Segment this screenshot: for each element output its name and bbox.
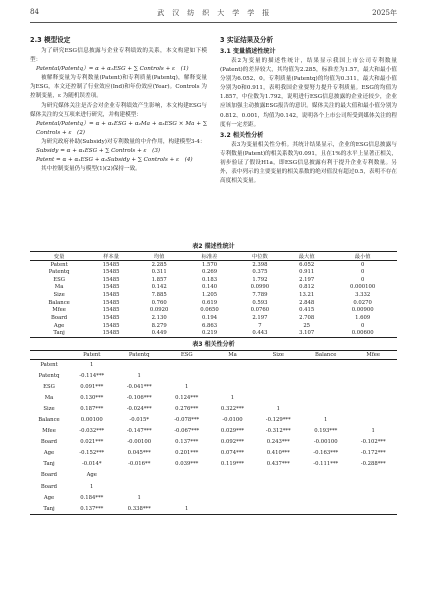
table-cell: -0.312*** <box>265 428 291 435</box>
table-cell <box>115 481 162 492</box>
table-header-row <box>30 252 397 261</box>
table-cell: 3.332 <box>355 292 371 299</box>
table-cell: Size <box>53 292 65 299</box>
table-cell: Balance <box>38 417 60 424</box>
table-cell: 0.0990 <box>250 284 270 291</box>
table-cell <box>210 503 254 514</box>
column-header: Patentq <box>115 351 162 360</box>
table-cell <box>255 370 302 381</box>
table-cell: ESG <box>53 276 65 283</box>
table-cell: -0.024*** <box>126 405 152 412</box>
table-cell: 6.863 <box>201 322 218 329</box>
table-cell <box>302 503 349 514</box>
table-cell: -0.102*** <box>360 439 386 446</box>
table-cell: 1.570 <box>201 261 218 268</box>
table-cell <box>302 481 349 492</box>
table-header-row <box>30 351 397 360</box>
table-row <box>30 426 397 437</box>
table-cell: 15485 <box>88 330 134 338</box>
column-header: ESG <box>163 351 210 360</box>
table-cell <box>349 392 397 403</box>
table-cell: -0.014* <box>81 461 102 468</box>
table-cell <box>349 503 397 514</box>
table-cell: 1 <box>324 417 328 424</box>
table-cell: 15485 <box>102 322 120 329</box>
table-cell: -0.172*** <box>360 450 386 457</box>
table-cell: 0.193*** <box>314 428 338 435</box>
descriptive-stats-table <box>30 251 397 338</box>
table-row <box>30 492 397 503</box>
table-row <box>30 403 397 414</box>
table-cell: Patent <box>40 361 58 368</box>
table-row <box>30 381 397 392</box>
table-cell: 2.285 <box>151 261 167 268</box>
table-cell: -0.111*** <box>313 461 339 468</box>
paragraph: 被解释变量为专利数量(Patent)和专利质量(Patentq)，解释变量为ESG，本文还控制了行业效应(Ind)和年份效应(Year)。Controls 为控制变量，ε 为随机误差项。 <box>30 75 207 100</box>
table-row <box>30 299 397 307</box>
table-cell: 15485 <box>102 307 120 314</box>
table-cell <box>255 359 302 370</box>
table-cell: 0.00900 <box>351 307 374 314</box>
table-row <box>30 392 397 403</box>
column-header: Ma <box>210 351 254 360</box>
table-cell: 7 <box>258 322 262 329</box>
table-cell <box>255 481 302 492</box>
subsection-heading-correlation: 3.2 相关性分析 <box>220 131 264 139</box>
table-cell: 7.885 <box>151 292 167 299</box>
table-cell <box>302 492 349 503</box>
table-cell: 0 <box>360 276 365 283</box>
table-cell: 15485 <box>102 315 120 322</box>
column-header: Balance <box>302 351 349 360</box>
table-cell: 3.107 <box>285 330 328 338</box>
correlation-table <box>30 350 397 515</box>
table-cell <box>349 403 397 414</box>
table-cell <box>349 370 397 381</box>
table-cell <box>255 492 302 503</box>
table-cell: -0.0100 <box>222 417 243 424</box>
table-cell: 1 <box>90 483 94 490</box>
table-cell: -0.106*** <box>126 394 152 401</box>
table-cell: Patentq <box>38 372 60 379</box>
table-row <box>30 470 397 481</box>
table-row <box>30 414 397 425</box>
table-cell: 1 <box>163 503 210 514</box>
table-cell: 8.279 <box>151 322 167 329</box>
table3-caption: 表3 相关性分析 <box>192 341 235 348</box>
table-cell <box>115 359 162 370</box>
table-cell: 0.0270 <box>353 299 372 306</box>
table-cell: 0.045*** <box>127 450 151 457</box>
table-cell <box>210 481 254 492</box>
table-cell: 0.021*** <box>80 439 104 446</box>
table-row <box>30 370 397 381</box>
table-cell <box>163 481 210 492</box>
paragraph: 为研究媒体关注是否会对企业专利绩效产生影响，本文构建ESG与媒体关注的交互项来进行研究，并构建模型： <box>30 102 207 118</box>
table-row <box>30 459 397 470</box>
table-cell: Mfee <box>42 428 56 435</box>
table-cell: 0.311 <box>151 269 167 276</box>
table-cell: -0.288*** <box>360 461 386 468</box>
table-cell: 0.184*** <box>80 494 104 501</box>
table-cell: 0.338*** <box>115 503 162 514</box>
table-row <box>30 330 397 338</box>
table-cell: -0.00100 <box>127 439 152 446</box>
table-cell <box>210 381 254 392</box>
table-cell <box>210 370 254 381</box>
table-cell: 0.074*** <box>220 450 245 457</box>
table-cell <box>349 470 397 481</box>
table-cell: -0.041*** <box>126 383 152 390</box>
table-cell: 0 <box>360 322 365 329</box>
section-heading-results: 3 实证结果及分析 <box>220 36 274 44</box>
table-cell: Age <box>43 494 55 501</box>
table-cell: Patent <box>50 261 68 268</box>
table-cell: -0.015* <box>129 417 150 424</box>
column-header: 最大值 <box>285 252 328 261</box>
table-cell: 0.194 <box>201 315 218 322</box>
table-cell <box>349 414 397 425</box>
table-cell: 2.197 <box>299 276 315 283</box>
column-header: 中位数 <box>235 252 285 261</box>
table2-caption: 表2 描述性统计 <box>192 243 235 250</box>
table-cell: 1 <box>371 428 375 435</box>
table-cell: 1.205 <box>201 292 218 299</box>
table-cell <box>163 359 210 370</box>
table-cell: 0.0650 <box>200 307 219 314</box>
table-cell: Board <box>40 472 58 479</box>
paragraph: 表2为变量的描述性统计，结果显示我国上市公司专利数量(Patent)的差异较大，其均值为2.285，标准差为1.57，最大和最小值分别为6.052、0。专利质量(Patentq)的均值为0.311，最大和最小值分别为0和0.911，表明我国企业要努力提升专利质量。ESG的均值为1.857，中位数为1.792，说明进行ESG信息披露的企业还较少，企业应该加强主动披露ESG报告的意识。媒体关注的最大值和最小值分别为0.812、0.001，均值为0.142，说明各个上市公司所受到媒体关注的程度有一定差距。 <box>220 58 397 128</box>
table-cell: -0.00100 <box>313 439 338 446</box>
table-row <box>30 481 397 492</box>
table-cell: 0.449 <box>134 330 184 338</box>
table-cell: Balance <box>48 299 70 306</box>
table-cell: 0.437*** <box>266 461 290 468</box>
table-row <box>30 307 397 315</box>
table-cell: -0.032*** <box>79 428 105 435</box>
table-cell: 0.219 <box>184 330 234 338</box>
table-cell <box>302 392 349 403</box>
table-row <box>30 322 397 330</box>
table-cell: 15485 <box>102 276 120 283</box>
journal-name: 武 汉 纺 织 大 学 学 报 <box>157 9 270 17</box>
column-header: 变量 <box>30 252 88 261</box>
table-cell: Age <box>53 322 65 329</box>
table-cell: -0.114*** <box>79 372 105 379</box>
table-cell <box>349 481 397 492</box>
table-cell: -0.152*** <box>79 450 105 457</box>
table-cell: Size <box>43 405 55 412</box>
column-header: 均值 <box>134 252 184 261</box>
table-cell: 0.130*** <box>80 394 104 401</box>
table-cell: Patentq <box>48 269 70 276</box>
table-cell <box>302 370 349 381</box>
table-cell: 15485 <box>102 261 120 268</box>
table-row <box>30 276 397 284</box>
table-cell: 0.812 <box>299 284 315 291</box>
table-cell: Board <box>40 483 58 490</box>
table-cell: 15485 <box>102 284 120 291</box>
table-cell: 0.000100 <box>350 284 376 291</box>
table-row <box>30 284 397 292</box>
table-cell: 0.593 <box>252 299 268 306</box>
table-cell: 0.183 <box>201 276 218 283</box>
table-cell: -0.078*** <box>174 417 200 424</box>
table-cell <box>255 392 302 403</box>
table-row <box>30 268 397 276</box>
table-cell: 1.857 <box>151 276 167 283</box>
paragraph: 表3为变量相关性分析。其统计结果显示，企业的ESG信息披露与专利数量(Patent)的相关系数为0.091，且在1%的水平上显著正相关，初步验证了假设H1a，即ESG信息披露有利于提升企业专利数量。另外，表中列示的主要变量的相关系数的绝对值没有超过0.5，表明不存在高度相关变量。 <box>220 141 397 185</box>
table-cell <box>210 492 254 503</box>
column-header: 最小值 <box>328 252 397 261</box>
table-cell: 0 <box>360 269 365 276</box>
table-cell: 0.322*** <box>220 405 245 412</box>
column-header: Mfee <box>349 351 397 360</box>
paragraph: 为了研究ESG信息披露与企业专利绩效的关系，本文构建如下模型： <box>30 48 207 64</box>
table-row <box>30 503 397 514</box>
table-cell: 6.052 <box>299 261 315 268</box>
table-cell: 0.276*** <box>175 405 199 412</box>
table-cell: 0.0920 <box>149 307 169 314</box>
table-row <box>30 261 397 269</box>
table-cell: 0.124*** <box>175 394 199 401</box>
table-cell <box>255 381 302 392</box>
table-cell: 2.398 <box>252 261 268 268</box>
section-heading-model: 2.3 模型设定 <box>30 36 71 44</box>
table-cell: 0.187*** <box>80 405 104 412</box>
table-cell: Tanj <box>30 330 88 338</box>
table-cell <box>210 359 254 370</box>
table-cell <box>210 470 254 481</box>
table-cell: 0.243*** <box>266 439 290 446</box>
table-cell: 15485 <box>102 299 120 306</box>
table-cell: 2.848 <box>299 299 315 306</box>
column-header <box>30 351 68 360</box>
table-cell: 1 <box>230 394 235 401</box>
table-cell: 0.415 <box>299 307 315 314</box>
column-header: Patent <box>68 351 115 360</box>
table-cell: 2.197 <box>252 315 268 322</box>
table-cell: Tanj <box>43 461 55 468</box>
table-cell <box>163 470 210 481</box>
header-rule <box>30 22 397 23</box>
table-cell: 2.708 <box>299 315 315 322</box>
table-cell: 1 <box>185 383 189 390</box>
table-cell: -0.067*** <box>174 428 200 435</box>
table-cell: 0.039*** <box>175 461 199 468</box>
table-cell: 0.443 <box>235 330 285 338</box>
table-cell: -0.163*** <box>313 450 339 457</box>
table-cell: 0.00100 <box>80 417 103 424</box>
table-cell: 1 <box>137 494 141 501</box>
table-cell <box>349 381 397 392</box>
table-cell: 1.609 <box>355 315 371 322</box>
table-cell <box>349 492 397 503</box>
table-cell: Ma <box>54 284 64 291</box>
column-header: Size <box>255 351 302 360</box>
table-row <box>30 359 397 370</box>
subsection-heading-descriptive: 3.1 变量描述性统计 <box>220 48 276 55</box>
table-cell: Ma <box>44 394 54 401</box>
table-cell <box>115 470 162 481</box>
table-cell: 0.375 <box>252 269 268 276</box>
table-cell: 0.140 <box>201 284 218 291</box>
table-cell: 0.269 <box>201 269 218 276</box>
right-column <box>220 34 397 186</box>
table-row <box>30 448 397 459</box>
table-cell <box>302 359 349 370</box>
table-cell: 0.0760 <box>250 307 270 314</box>
table-cell: -0.016** <box>128 461 151 468</box>
table-row <box>30 314 397 322</box>
table-cell: 25 <box>303 322 311 329</box>
table-cell: Mfee <box>52 307 66 314</box>
table-cell: 0.410*** <box>266 450 290 457</box>
journal-year: 2025年 <box>372 9 397 17</box>
table-row <box>30 437 397 448</box>
table-cell: 0.029*** <box>220 428 245 435</box>
table-cell: 1.792 <box>252 276 268 283</box>
table-cell: 0.119*** <box>220 461 245 468</box>
table-cell <box>255 470 302 481</box>
table-cell: Tanj <box>30 503 68 514</box>
table-cell: 0.142 <box>151 284 167 291</box>
column-header: 样本量 <box>88 252 134 261</box>
table-row <box>30 291 397 299</box>
table-cell: 0.091*** <box>80 383 104 390</box>
paragraph: 为研究政府补助(Subsidy)对专利数量的中介作用，构建模型3-4： <box>41 138 206 145</box>
table-cell: 0.619 <box>201 299 218 306</box>
table-cell: 1 <box>276 405 280 412</box>
table-cell: Board <box>40 439 58 446</box>
table-cell: 0 <box>360 261 365 268</box>
table-cell: 1 <box>90 361 94 368</box>
table-cell <box>302 381 349 392</box>
equation-2: Patental/Patentq）= α + α₁ESG + α₂Ma + α₃ESG × Ma + ∑ Controls + ε (2) <box>36 120 207 136</box>
table-cell: Age <box>43 450 55 457</box>
table-cell <box>255 503 302 514</box>
table-cell: 0.137*** <box>175 439 199 446</box>
table-cell: 1 <box>137 372 141 379</box>
table-cell: 2.130 <box>151 315 167 322</box>
table-cell <box>163 370 210 381</box>
table-cell: ESG <box>43 383 55 390</box>
table-cell <box>302 470 349 481</box>
table-cell: -0.147*** <box>126 428 152 435</box>
table-cell: -0.129*** <box>265 417 291 424</box>
table-cell: 0.760 <box>151 299 167 306</box>
table-cell: 15485 <box>102 292 120 299</box>
table-cell: Age <box>86 472 97 479</box>
paragraph: 其中控制变量仍与模型(1)(2)保持一致。 <box>41 166 141 173</box>
equation-1: Patental/Patentq）= α + α₁ESG + ∑ Controls + ε (1) <box>36 66 189 73</box>
table-cell: 0.00600 <box>328 330 397 338</box>
page-number: 84 <box>30 8 39 16</box>
table-cell: Board <box>51 315 68 322</box>
table-cell <box>163 492 210 503</box>
left-column <box>30 34 207 174</box>
equation-4: Patent = α + α₁ESG + α₂Subsidy + ∑ Controls + ε (4) <box>36 157 193 164</box>
table-cell: 13.21 <box>299 292 315 299</box>
table-cell <box>302 403 349 414</box>
table-cell: 0.092*** <box>220 439 245 446</box>
column-header: 标准差 <box>184 252 234 261</box>
table-cell: 0.201*** <box>175 450 199 457</box>
table-cell <box>349 359 397 370</box>
table-cell: 7.789 <box>252 292 268 299</box>
equation-3: Subsidy = α + α₁ESG + ∑ Controls + ε (3) <box>36 148 161 155</box>
table-cell: 0.137*** <box>68 503 115 514</box>
table-cell: 0.911 <box>299 269 315 276</box>
table-cell: 15485 <box>102 269 120 276</box>
